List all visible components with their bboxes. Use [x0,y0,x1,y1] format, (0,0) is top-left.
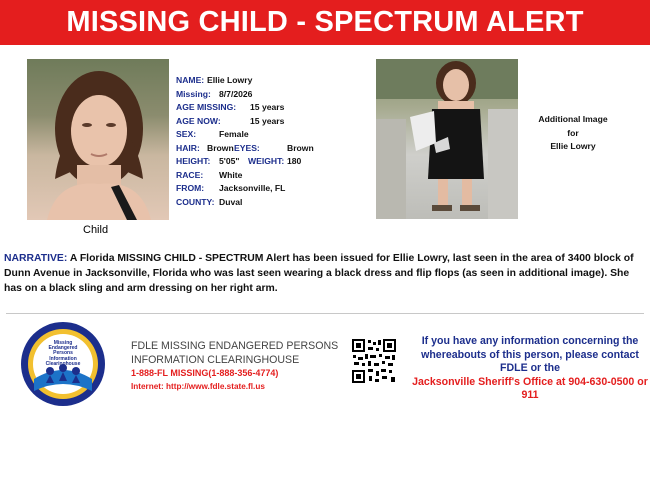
org-name-line2: INFORMATION CLEARINGHOUSE [131,354,300,366]
detail-label: WEIGHT: [248,156,285,166]
detail-value: 5'05" [219,156,240,166]
narrative-label: NARRATIVE: [4,253,68,264]
detail-value: Duval [219,196,243,207]
additional-photo [376,59,518,219]
additional-caption-line: Ellie Lowry [550,141,596,151]
logo-text-line: Persons [53,350,73,357]
detail-label: HAIR: [176,142,200,153]
additional-caption-line: Additional Image [538,114,608,124]
org-name-line1: FDLE MISSING ENDANGERED PERSONS [131,340,339,352]
logo-text [42,341,84,367]
contact-sheriff: Jacksonville Sheriff's Office at 904-630-0500 or 911 [412,375,648,402]
detail-value: Jacksonville, FL [219,183,286,193]
clearinghouse-logo [20,321,106,407]
narrative-text: A Florida MISSING CHILD - SPECTRUM Alert has been issued for Ellie Lowry, last seen in the area of 3400 block of Dunn Avenue in Jacksonville, Florida who was last seen wearing a black dress and flip flops (as seen in additional image). She has on a black sling and arm dressing on her right arm. [4,253,634,294]
additional-image-caption [528,113,618,154]
alert-title: MISSING CHILD - SPECTRUM ALERT [66,6,584,38]
detail-label: SEX: [176,129,197,139]
detail-value: White [219,169,243,180]
divider [6,313,644,314]
additional-photo-illustration [376,59,518,219]
child-photo [27,59,169,220]
detail-value: 15 years [250,115,285,126]
detail-value: 180 [287,156,302,166]
detail-value: Ellie Lowry [207,75,253,85]
additional-caption-line: for [567,127,579,138]
detail-label: EYES: [234,142,260,153]
qr-code-icon [351,338,397,384]
detail-label: COUNTY: [176,196,215,207]
org-phone: 1-888-FL MISSING(1-888-356-4774) [131,368,279,378]
detail-label: FROM: [176,183,205,193]
contact-info [410,335,650,403]
detail-label: AGE NOW: [176,115,221,126]
detail-label: HEIGHT: [176,156,211,166]
detail-label: NAME: [176,75,205,85]
qr-code[interactable] [351,338,397,384]
org-internet: Internet: http://www.fdle.state.fl.us [131,382,265,391]
logo-text-line: Clearinghouse [45,360,81,367]
detail-label: Missing: [176,88,211,99]
logo-text-line: Endangered [48,345,78,352]
logo-text-line: Information [49,355,77,362]
logo-text-line: Missing [53,340,73,346]
detail-value: 15 years [250,102,285,112]
detail-label: RACE: [176,169,204,180]
detail-value: Brown [207,142,234,153]
detail-value: 8/7/2026 [219,88,253,99]
child-photo-caption: Child [83,224,109,236]
child-photo-illustration [27,59,169,220]
alert-banner [0,0,650,45]
organization-info [131,339,338,393]
contact-instructions: If you have any information concerning the whereabouts of this person, please contact FDLE or the [421,335,639,375]
detail-value: Female [219,129,249,139]
detail-label: AGE MISSING: [176,102,237,112]
narrative [4,251,644,296]
detail-value: Brown [287,142,314,153]
